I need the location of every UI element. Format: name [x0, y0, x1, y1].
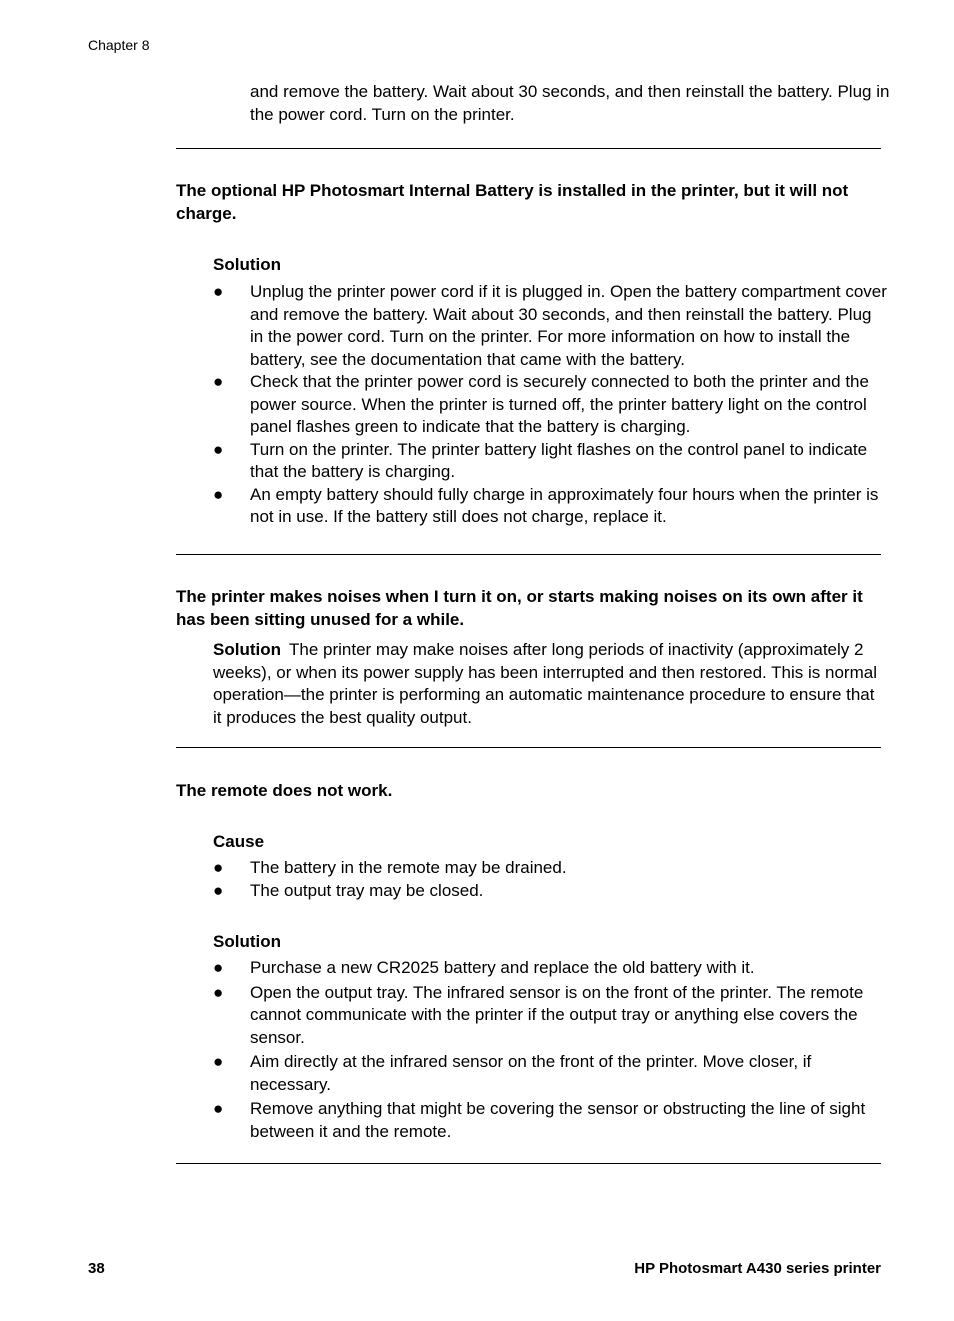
solution-label: Solution	[213, 640, 281, 659]
solution-paragraph	[213, 639, 885, 729]
continuation-text: and remove the battery. Wait about 30 seconds, and then reinstall the battery. Plug in the power cord. Turn on the printer.	[250, 82, 890, 124]
list-item-text: Remove anything that might be covering the sensor or obstructing the line of sight between it and the remote.	[250, 1099, 866, 1141]
list-item-text: Open the output tray. The infrared sensor is on the front of the printer. The remote cannot communicate with the printer if the output tray or anything else covers the sensor.	[250, 982, 864, 1047]
bullet-icon: ●	[213, 1099, 224, 1118]
footer-title: HP Photosmart A430 series printer	[634, 1260, 881, 1277]
bullet-icon: ●	[213, 282, 224, 301]
list-item-text: The battery in the remote may be drained.	[250, 858, 567, 877]
bullet-icon: ●	[213, 858, 224, 877]
list-item-text: An empty battery should fully charge in approximately four hours when the printer is not in use. If the battery still does not charge, replace it.	[250, 484, 879, 526]
bullet-icon: ●	[213, 372, 224, 391]
list-item-text: The output tray may be closed.	[250, 880, 484, 900]
list-item	[213, 371, 888, 439]
bullet-icon: ●	[213, 439, 224, 459]
solution-text: The printer may make noises after long periods of inactivity (approximately 2 weeks), or when its power supply has been interrupted and then restored. This is normal operation—the printer is performing an automatic maintenance procedure to ensure that it produces the best quality output.	[213, 640, 877, 727]
list-item-text: Turn on the printer. The printer battery light flashes on the control panel to indicate that the battery is charging.	[250, 439, 868, 481]
bullet-icon: ●	[213, 1052, 224, 1071]
section-divider	[176, 747, 881, 748]
list-item-text: Unplug the printer power cord if it is plugged in. Open the battery compartment cover and remove the battery. Wait about 30 seconds, and then reinstall the battery. Plug in the power cord. Turn on the printer. For more information on how to install the battery, see the documentation that came with the battery.	[250, 282, 887, 369]
chapter-header: Chapter 8	[88, 37, 150, 53]
list-item	[213, 880, 888, 903]
page-number: 38	[88, 1260, 105, 1277]
bullet-icon: ●	[213, 982, 224, 1002]
list-item	[213, 1098, 888, 1143]
solution-list	[213, 281, 888, 529]
section-divider	[176, 554, 881, 555]
list-item-text: Purchase a new CR2025 battery and replace the old battery with it.	[250, 958, 755, 977]
list-item	[213, 1051, 888, 1096]
section-divider	[176, 148, 881, 149]
cause-list	[213, 857, 888, 902]
section-title: The printer makes noises when I turn it on, or starts making noises on its own after it has been sitting unused for a while.	[176, 587, 863, 629]
bullet-icon: ●	[213, 484, 224, 504]
solution-list	[213, 957, 888, 1145]
list-item	[213, 857, 888, 880]
list-item-text: Check that the printer power cord is securely connected to both the printer and the power source. When the printer is turned off, the printer battery light on the control panel flashes green to indicate that the battery is charging.	[250, 372, 869, 436]
list-item	[213, 281, 888, 371]
list-item	[213, 957, 888, 980]
solution-label: Solution	[213, 932, 281, 951]
list-item	[213, 484, 888, 529]
list-item	[213, 982, 888, 1050]
list-item-text: Aim directly at the infrared sensor on the front of the printer. Move closer, if necessary.	[250, 1052, 812, 1094]
bullet-icon: ●	[213, 958, 224, 977]
section-title: The remote does not work.	[176, 781, 393, 800]
solution-label: Solution	[213, 255, 281, 274]
bullet-icon: ●	[213, 880, 224, 900]
list-item	[213, 439, 888, 484]
section-title: The optional HP Photosmart Internal Battery is installed in the printer, but it will not charge.	[176, 181, 849, 223]
section-divider	[176, 1163, 881, 1164]
cause-label: Cause	[213, 832, 265, 851]
